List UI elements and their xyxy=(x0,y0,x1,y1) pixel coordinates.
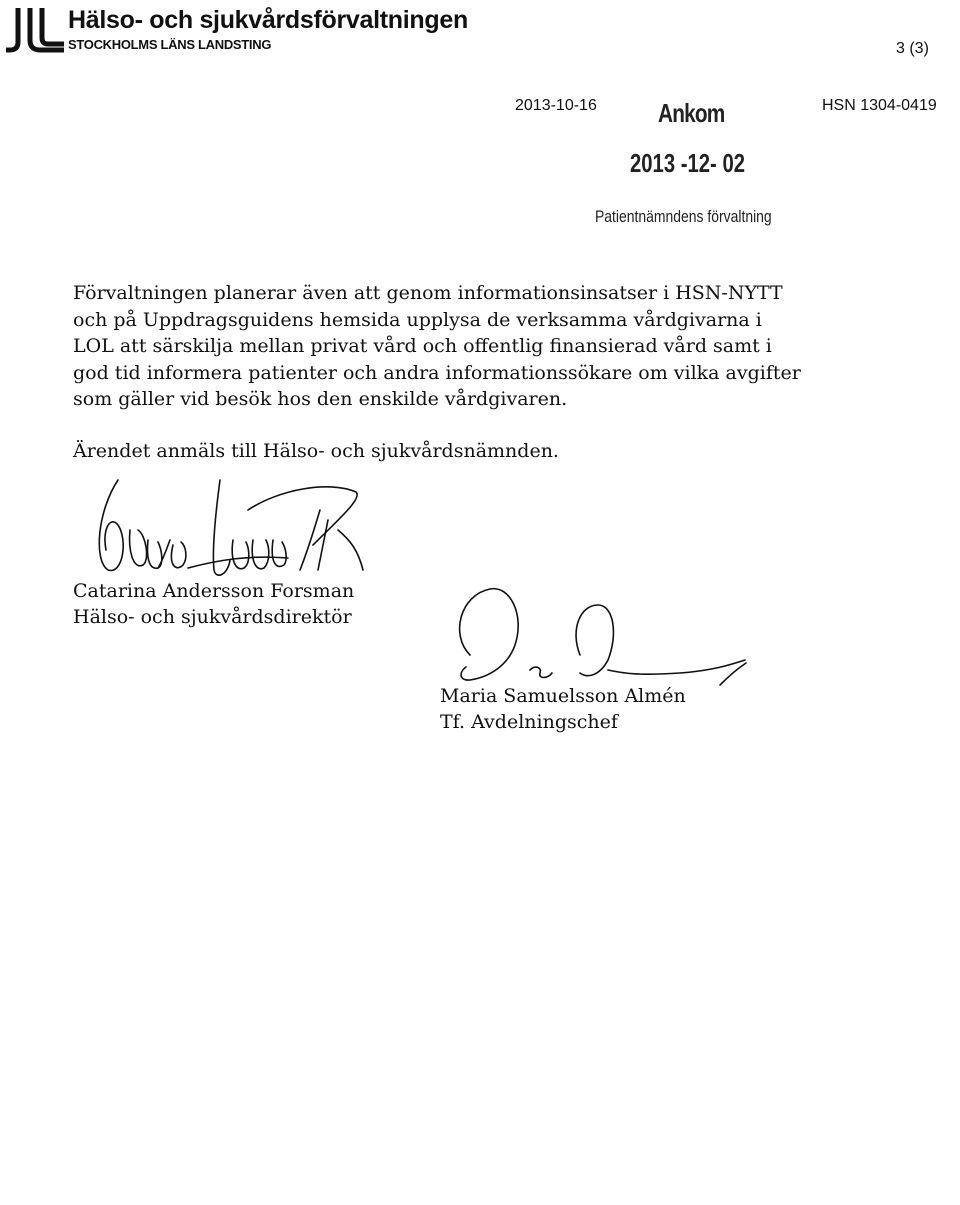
body-line: LOL att särskilja mellan privat vård och offentlig finansierad vård samt i xyxy=(73,335,772,357)
signatory-2-name: Maria Samuelsson Almén xyxy=(440,685,686,707)
signatory-2-title: Tf. Avdelningschef xyxy=(440,711,618,733)
body-line: som gäller vid besök hos den enskilde vårdgivaren. xyxy=(73,388,568,410)
announcement: Ärendet anmäls till Hälso- och sjukvårdsnämnden. xyxy=(73,440,559,462)
body-paragraph xyxy=(73,280,813,413)
stamp-date: 2013 -12- 02 xyxy=(630,148,746,178)
signature-1 xyxy=(88,470,378,590)
signatory-1 xyxy=(73,578,354,630)
org-subtitle: STOCKHOLMS LÄNS LANDSTING xyxy=(68,37,272,52)
signatory-2 xyxy=(440,683,686,735)
stamp-unit: Patientnämndens förvaltning xyxy=(595,207,772,226)
body-line: och på Uppdragsguidens hemsida upplysa de verksamma vårdgivarna i xyxy=(73,308,762,331)
page-number: 3 (3) xyxy=(896,40,929,57)
signatory-1-name: Catarina Andersson Forsman xyxy=(73,580,355,602)
body-line: Förvaltningen planerar även att genom informationsinsatser i HSN-NYTT xyxy=(73,282,783,304)
org-title: Hälso- och sjukvårdsförvaltningen xyxy=(68,6,468,34)
body-line: god tid informera patienter och andra informationssökare om vilka avgifter xyxy=(73,361,801,384)
reference-number: HSN 1304-0419 xyxy=(822,97,937,114)
sll-logo-icon xyxy=(4,4,66,54)
stamp-label: Ankom xyxy=(658,98,725,128)
document-date: 2013-10-16 xyxy=(515,97,597,114)
signatory-1-title: Hälso- och sjukvårdsdirektör xyxy=(73,606,352,628)
